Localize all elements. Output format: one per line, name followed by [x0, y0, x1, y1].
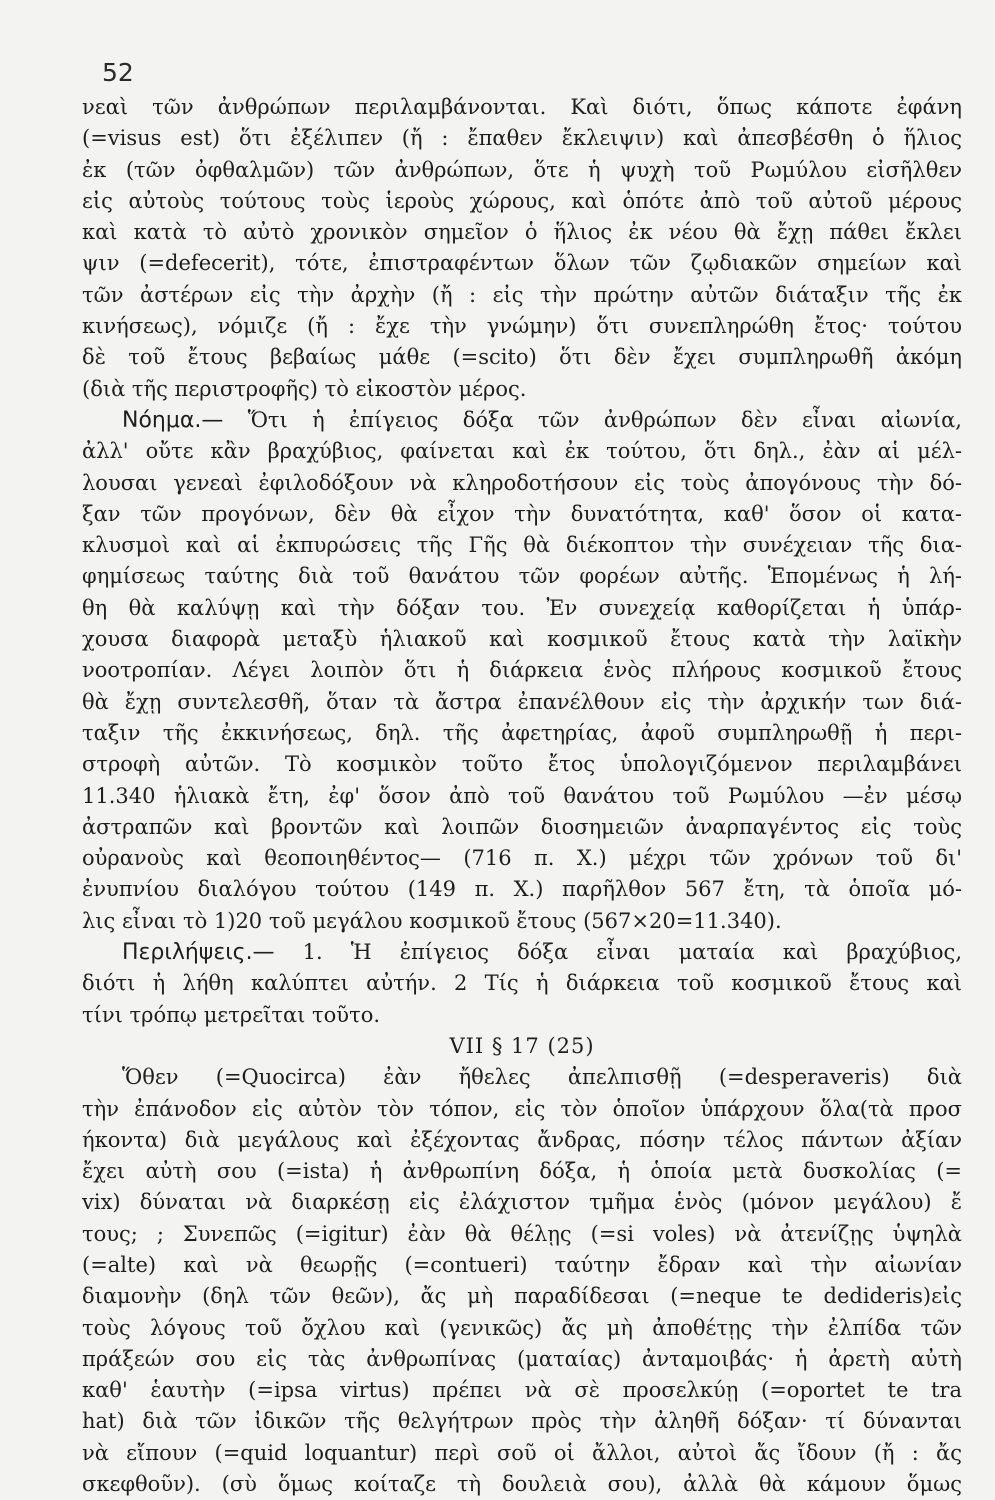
text-line: 11.340 ἡλιακὰ ἔτη, ἐφ' ὅσον ἀπὸ τοῦ θανάτου τοῦ Ρωμύλου —ἐν μέσῳ — [82, 783, 962, 808]
text-line: (διὰ τῆς περιστροφῆς) τὸ εἰκοστὸν μέρος. — [82, 376, 527, 401]
text-line: (=visus est) ὅτι ἐξέλιπεν (ἤ : ἔπαθεν ἔκλειψιν) καὶ ἀπεσβέσθη ὁ ἥλιος — [82, 126, 962, 151]
text-line — [82, 937, 962, 968]
text-line: θη θὰ καλύψῃ καὶ τὴν δόξαν του. Ἐν συνεχείᾳ καθορίζεται ἡ ὑπάρ- — [82, 595, 962, 620]
text-line: ἀλλ' οὔτε κἂν βραχύβιος, φαίνεται καὶ ἐκ τούτου, ὅτι δηλ., ἐὰν αἱ μέλ- — [82, 439, 962, 464]
text-line: λις εἶναι τὸ 1)20 τοῦ μεγάλου κοσμικοῦ ἔτους (567×20=11.340). — [82, 908, 782, 933]
text-line: καὶ κατὰ τὸ αὐτὸ χρονικὸν σημεῖον ὁ ἥλιος ἐκ νέου θὰ ἔχῃ πάθει ἔκλει — [82, 220, 962, 245]
text-line: χουσα διαφορὰ μεταξὺ ἡλιακοῦ καὶ κοσμικοῦ ἔτους κατὰ τὴν λαϊκὴν — [82, 627, 962, 652]
paragraph-latin-translation — [82, 1062, 962, 1500]
text-line: ἐκ (τῶν ὀφθαλμῶν) τῶν ἀνθρώπων, ὅτε ἡ ψυχὴ τοῦ Ρωμύλου εἰσῆλθεν — [82, 157, 962, 182]
summaries-heading: Περιλήψεις.— — [122, 940, 275, 966]
text-line: ἀστραπῶν καὶ βροντῶν καὶ λοιπῶν διοσημειῶν ἀναρπαγέντος εἰς τοὺς — [82, 814, 962, 839]
text-line-content: Ὅτι ἡ ἐπίγειος δόξα τῶν ἀνθρώπων δὲν εἶναι αἰωνία, — [247, 407, 962, 432]
text-line: (=alte) καὶ νὰ θεωρῇς (=contueri) ταύτην ἔδραν καὶ τὴν αἰωνίαν — [82, 1252, 962, 1277]
text-line: εἰς αὐτοὺς τούτους τοὺς ἱεροὺς χώρους, καὶ ὁπότε ἀπὸ τοῦ αὐτοῦ μέρους — [82, 188, 962, 213]
section-heading: VII § 17 (25) — [449, 1033, 595, 1058]
text-line: θὰ ἔχῃ συντελεσθῆ, ὅταν τὰ ἄστρα ἐπανέλθουν εἰς τὴν ἀρχικήν των διά- — [82, 689, 962, 714]
text-line-content: 1. Ἡ ἐπίγειος δόξα εἶναι ματαία καὶ βραχύβιος, — [302, 940, 962, 965]
text-line: ψιν (=defecerit), τότε, ἐπιστραφέντων ὅλων τῶν ζῳδιακῶν σημείων καὶ — [82, 251, 962, 276]
text-line: ταξιν τῆς ἐκκινήσεως, δηλ. τῆς ἀφετηρίας, ἀφοῦ συμπληρωθῇ ἡ περι- — [82, 720, 962, 745]
paragraph-summaries — [82, 937, 962, 1031]
text-line: vix) δύναται νὰ διαρκέσῃ εἰς ἐλάχιστον τμῆμα ἑνὸς (μόνον μεγάλου) ἔ — [82, 1190, 962, 1215]
text-line: νὰ εἴπουν (=quid loquantur) περὶ σοῦ οἱ ἄλλοι, αὐτοὶ ἄς ἴδουν (ἤ : ἄς — [82, 1440, 962, 1465]
text-line: καθ' ἑαυτὴν (=ipsa virtus) πρέπει νὰ σὲ προσελκύῃ (=oportet te tra — [82, 1378, 962, 1403]
text-line: τῶν ἀστέρων εἰς τὴν ἀρχὴν (ἤ : εἰς τὴν πρώτην αὐτῶν διάταξιν τῆς ἐκ — [82, 282, 962, 307]
page-number: 52 — [102, 58, 134, 87]
meaning-heading: Νόημα.— — [122, 407, 224, 433]
paragraph-commentary — [82, 92, 962, 405]
text-line: οὐρανοὺς καὶ θεοποιηθέντος— (716 π. Χ.) μέχρι τῶν χρόνων τοῦ δι' — [82, 846, 962, 871]
text-line: τους; ; Συνεπῶς (=igitur) ἐὰν θὰ θέλῃς (=si voles) νὰ ἀτενίζῃς ὑψηλὰ — [82, 1221, 962, 1246]
text-line: τὴν ἐπάνοδον εἰς αὐτὸν τὸν τόπον, εἰς τὸν ὁποῖον ὑπάρχουν ὅλα(τὰ προσ — [82, 1096, 962, 1121]
text-line: σκεφθοῦν). (σὺ ὅμως κοίταζε τὴ δουλειὰ σου), ἀλλὰ θὰ κάμουν ὅμως — [82, 1472, 962, 1497]
text-line: ξαν τῶν προγόνων, δὲν θὰ εἶχον τὴν δυνατότητα, καθ' ὅσον οἱ κατα- — [82, 501, 962, 526]
text-line: τοὺς λόγους τοῦ ὄχλου καὶ (γενικῶς) ἄς μὴ ἀποθέτῃς τὴν ἐλπίδα τῶν — [82, 1315, 962, 1340]
text-line: Ὅθεν (=Quocirca) ἐὰν ἤθελες ἀπελπισθῇ (=desperaveris) διὰ — [122, 1065, 962, 1090]
text-line: hat) διὰ τῶν ἰδικῶν τῆς θελγήτρων πρὸς τὴν ἀληθῆ δόξαν· τί δύνανται — [82, 1409, 962, 1434]
text-line: διαμονὴν (δηλ τῶν θεῶν), ἄς μὴ παραδίδεσαι (=neque te dedideris)εἰς — [82, 1284, 962, 1309]
text-line: ἔχει αὐτὴ σου (=ista) ἡ ἀνθρωπίνη δόξα, ἡ ὁποία μετὰ δυσκολίας (= — [82, 1159, 962, 1184]
text-line: τίνι τρόπῳ μετρεῖται τοῦτο. — [82, 1002, 381, 1027]
text-line: πράξεών σου εἰς τὰς ἀνθρωπίνας (ματαίας) ἀνταμοιβάς· ἡ ἀρετὴ αὐτὴ — [82, 1346, 962, 1371]
text-line: ήκοντα) διὰ μεγάλους καὶ ἐξέχοντας ἄνδρας, πόσην τέλος πάντων ἀξίαν — [82, 1127, 962, 1152]
text-line: δὲ τοῦ ἔτους βεβαίως μάθε (=scito) ὅτι δὲν ἔχει συμπληρωθῆ ἀκόμη — [82, 345, 962, 370]
text-line: λουσαι γενεαὶ ἐφιλοδόξουν νὰ κληροδοτήσουν εἰς τοὺς ἀπογόνους τὴν δό- — [82, 470, 962, 495]
text-line: ἐνυπνίου διαλόγου τούτου (149 π. Χ.) παρῆλθον 567 ἔτη, τὰ ὁποῖα μό- — [82, 877, 962, 902]
text-line: διότι ἡ λήθη καλύπτει αὐτήν. 2 Τίς ἡ διάρκεια τοῦ κοσμικοῦ ἔτους καὶ — [82, 971, 962, 996]
text-line: νοοτροπίαν. Λέγει λοιπὸν ὅτι ἡ διάρκεια ἑνὸς πλήρους κοσμικοῦ ἔτους — [82, 658, 962, 683]
text-line: στροφὴ αὐτῶν. Τὸ κοσμικὸν τοῦτο ἔτος ὑπολογιζόμενον περιλαμβάνει — [82, 752, 962, 777]
text-line: κλυσμοὶ καὶ αἱ ἐκπυρώσεις τῆς Γῆς θὰ διέκοπτον τὴν συνέχειαν τῆς δια- — [82, 533, 962, 558]
text-line: φημίσεως ταύτης διὰ τοῦ θανάτου τῶν φορέων αὐτῆς. Ἑπομένως ἡ λή- — [82, 564, 962, 589]
paragraph-meaning — [82, 405, 962, 937]
text-line — [82, 405, 962, 436]
text-line: κινήσεως), νόμιζε (ἤ : ἔχε τὴν γνώμην) ὅτι συνεπληρώθη ἔτος· τούτου — [82, 314, 962, 339]
text-line: νεαὶ τῶν ἀνθρώπων περιλαμβάνονται. Καὶ διότι, ὅπως κάποτε ἐφάνη — [82, 95, 962, 119]
body-text — [82, 92, 962, 1500]
